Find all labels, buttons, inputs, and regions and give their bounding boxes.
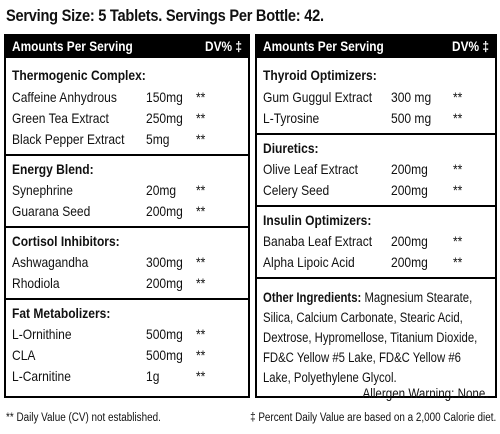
section-divider (257, 133, 495, 135)
other-ingredients (263, 288, 490, 388)
section-divider (6, 298, 248, 300)
ingredient-name: L-Carnitine (12, 368, 71, 384)
ingredient-amount: 300mg (146, 254, 183, 270)
section-divider (257, 205, 495, 207)
dv-heading: DV% ‡ (452, 39, 489, 54)
ingredient-name: Guarana Seed (12, 203, 91, 219)
cortisol-inhibitors-title: Cortisol Inhibitors: (12, 233, 120, 249)
ingredient-name: L-Ornithine (12, 326, 72, 342)
ingredient-name: Ashwagandha (12, 254, 89, 270)
ingredient-dv: ** (453, 89, 463, 105)
ingredient-name: Rhodiola (12, 275, 60, 291)
ingredient-amount: 5mg (146, 131, 170, 147)
ingredient-dv: ** (453, 161, 463, 177)
ingredient-dv: ** (453, 254, 463, 270)
ingredient-name: Banaba Leaf Extract (263, 233, 373, 249)
ingredient-amount: 500mg (146, 347, 183, 363)
ingredient-dv: ** (196, 89, 206, 105)
ingredient-dv: ** (196, 347, 206, 363)
ingredient-amount: 500mg (146, 326, 183, 342)
dv-heading: DV% ‡ (205, 39, 242, 54)
ingredient-dv: ** (453, 110, 463, 126)
ingredient-dv: ** (453, 233, 463, 249)
insulin-optimizers-title: Insulin Optimizers: (263, 212, 372, 228)
ingredient-amount: 200mg (146, 275, 183, 291)
left-panel-header (6, 36, 248, 58)
ingredient-dv: ** (196, 182, 206, 198)
ingredient-dv: ** (196, 326, 206, 342)
ingredient-dv: ** (196, 275, 206, 291)
fat-metabolizers-title: Fat Metabolizers: (12, 305, 111, 321)
left-supplement-panel (4, 34, 250, 398)
percent-daily-value-footnote: ‡ Percent Daily Value are based on a 2,000 Calorie diet. (249, 412, 496, 424)
thermogenic-complex-title: Thermogenic Complex: (12, 67, 146, 83)
ingredient-amount: 200mg (391, 254, 428, 270)
ingredient-name: Olive Leaf Extract (263, 161, 359, 177)
daily-value-footnote: ** Daily Value (CV) not established. (6, 412, 161, 424)
section-divider (6, 226, 248, 228)
energy-blend-title: Energy Blend: (12, 161, 94, 177)
ingredient-amount: 150mg (146, 89, 183, 105)
amounts-per-serving-heading: Amounts Per Serving (263, 39, 384, 54)
ingredient-amount: 500 mg (391, 110, 432, 126)
ingredient-dv: ** (196, 254, 206, 270)
allergen-warning: Allergen Warning: None. (362, 386, 489, 401)
ingredient-name: Alpha Lipoic Acid (263, 254, 355, 270)
other-ingredients-label: Other Ingredients: (263, 290, 362, 305)
ingredient-name: Green Tea Extract (12, 110, 109, 126)
ingredient-amount: 200mg (391, 161, 428, 177)
ingredient-dv: ** (196, 203, 206, 219)
right-supplement-panel (255, 34, 497, 401)
ingredient-name: Caffeine Anhydrous (12, 89, 117, 105)
ingredient-amount: 1g (146, 368, 160, 384)
ingredient-amount: 200mg (391, 182, 428, 198)
right-panel-header (257, 36, 495, 58)
ingredient-dv: ** (196, 131, 206, 147)
ingredient-name: L-Tyrosine (263, 110, 320, 126)
diuretics-title: Diuretics: (263, 140, 319, 156)
thyroid-optimizers-title: Thyroid Optimizers: (263, 67, 377, 83)
section-divider (257, 277, 495, 279)
ingredient-amount: 300 mg (391, 89, 432, 105)
ingredient-dv: ** (196, 110, 206, 126)
serving-size-line: Serving Size: 5 Tablets. Servings Per Bottle: 42. (6, 6, 324, 25)
ingredient-name: Celery Seed (263, 182, 330, 198)
ingredient-dv: ** (196, 368, 206, 384)
ingredient-name: Synephrine (12, 182, 73, 198)
ingredient-dv: ** (453, 182, 463, 198)
ingredient-name: Black Pepper Extract (12, 131, 125, 147)
amounts-per-serving-heading: Amounts Per Serving (12, 39, 133, 54)
ingredient-amount: 250mg (146, 110, 183, 126)
ingredient-amount: 200mg (391, 233, 428, 249)
ingredient-amount: 20mg (146, 182, 177, 198)
ingredient-name: CLA (12, 347, 36, 363)
other-ingredients-text: Magnesium Stearate, Silica, Calcium Carbonate, Stearic Acid, Dextrose, Hypromellose, Titanium Dioxide, FD&C Yellow #5 Lake, FD&C Yellow #6 Lake, Polyethylene Glycol. (263, 290, 478, 385)
ingredient-name: Gum Guggul Extract (263, 89, 373, 105)
section-divider (6, 154, 248, 156)
ingredient-amount: 200mg (146, 203, 183, 219)
